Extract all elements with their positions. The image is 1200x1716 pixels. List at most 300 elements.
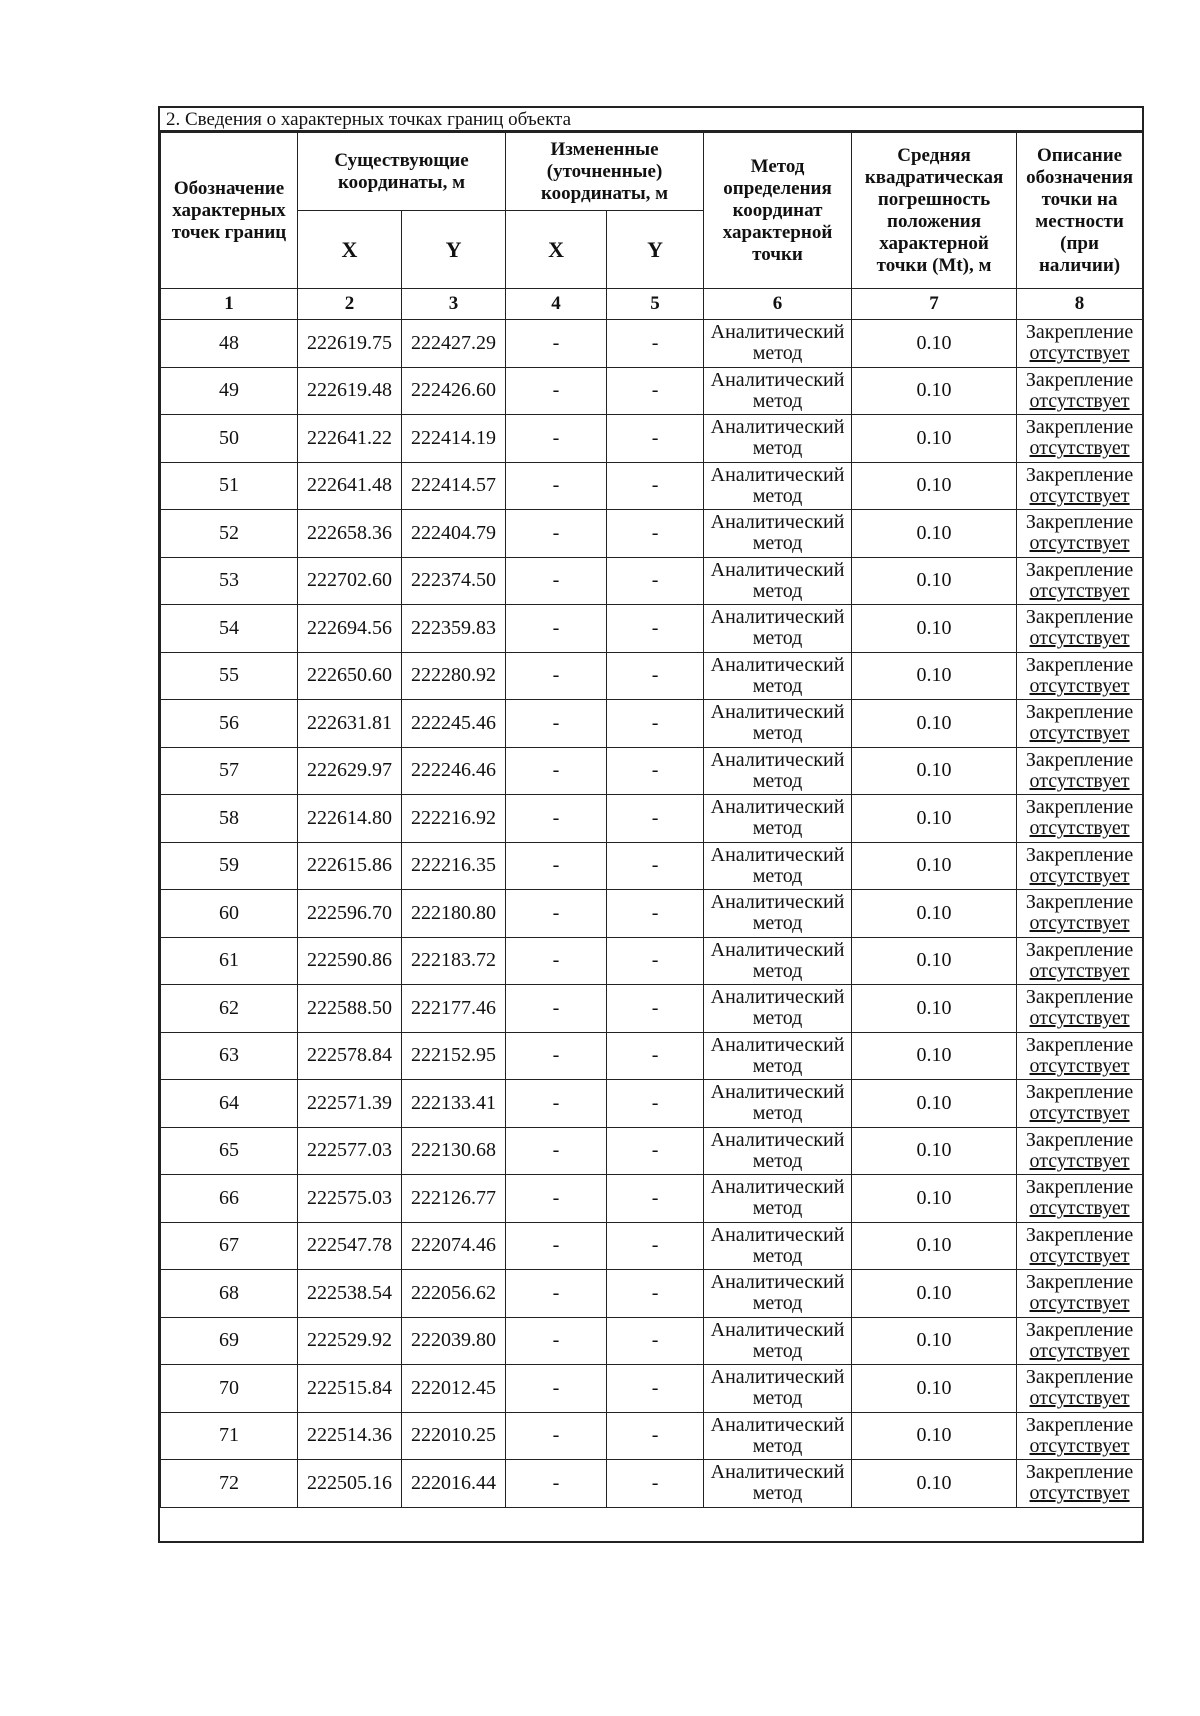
- method-cell: Аналитический метод: [704, 1460, 852, 1508]
- description-line-2: отсутствует: [1029, 1007, 1130, 1030]
- description-cell: [1017, 937, 1143, 985]
- error-cell: 0.10: [852, 557, 1017, 605]
- error-cell: 0.10: [852, 1365, 1017, 1413]
- table-row: [161, 557, 1143, 605]
- changed-x-cell: -: [506, 415, 607, 463]
- table-row: [161, 985, 1143, 1033]
- description-line-2: отсутствует: [1029, 1482, 1130, 1505]
- point-number-cell: 67: [161, 1222, 298, 1270]
- table-row: [161, 415, 1143, 463]
- point-number-cell: 49: [161, 367, 298, 415]
- point-number-cell: 65: [161, 1127, 298, 1175]
- changed-x-cell: -: [506, 510, 607, 558]
- changed-x-cell: -: [506, 652, 607, 700]
- error-cell: 0.10: [852, 937, 1017, 985]
- error-cell: 0.10: [852, 1222, 1017, 1270]
- error-cell: 0.10: [852, 1127, 1017, 1175]
- point-number-cell: 55: [161, 652, 298, 700]
- header-changed-coordinates: Измененные (уточненные) координаты, м: [506, 133, 704, 211]
- point-number-cell: 61: [161, 937, 298, 985]
- description-line-1: Закрепление: [1025, 368, 1134, 391]
- description-line-2: отсутствует: [1029, 959, 1130, 982]
- existing-y-cell: 222216.92: [402, 795, 506, 843]
- existing-x-cell: 222631.81: [298, 700, 402, 748]
- changed-y-cell: -: [607, 1175, 704, 1223]
- column-numbers-row: [161, 289, 1143, 320]
- description-cell: [1017, 1222, 1143, 1270]
- existing-x-cell: 222577.03: [298, 1127, 402, 1175]
- error-cell: 0.10: [852, 1460, 1017, 1508]
- description-line-2: отсутствует: [1029, 1339, 1130, 1362]
- existing-y-cell: 222180.80: [402, 890, 506, 938]
- changed-x-cell: -: [506, 890, 607, 938]
- point-number-cell: 53: [161, 557, 298, 605]
- description-cell: [1017, 1032, 1143, 1080]
- existing-x-cell: 222588.50: [298, 985, 402, 1033]
- description-cell: [1017, 1317, 1143, 1365]
- error-cell: 0.10: [852, 652, 1017, 700]
- method-cell: Аналитический метод: [704, 1365, 852, 1413]
- table-row: [161, 652, 1143, 700]
- existing-x-cell: 222702.60: [298, 557, 402, 605]
- existing-x-cell: 222571.39: [298, 1080, 402, 1128]
- existing-x-cell: 222505.16: [298, 1460, 402, 1508]
- description-line-1: Закрепление: [1025, 1413, 1134, 1436]
- error-cell: 0.10: [852, 1032, 1017, 1080]
- table-row: [161, 1080, 1143, 1128]
- existing-y-cell: 222010.25: [402, 1412, 506, 1460]
- existing-x-cell: 222514.36: [298, 1412, 402, 1460]
- column-number: 3: [402, 289, 506, 320]
- changed-x-cell: -: [506, 700, 607, 748]
- description-cell: [1017, 985, 1143, 1033]
- existing-y-cell: 222414.19: [402, 415, 506, 463]
- point-number-cell: 66: [161, 1175, 298, 1223]
- table-row: [161, 700, 1143, 748]
- error-cell: 0.10: [852, 510, 1017, 558]
- description-cell: [1017, 700, 1143, 748]
- description-line-2: отсутствует: [1029, 1244, 1130, 1267]
- description-cell: [1017, 415, 1143, 463]
- point-number-cell: 72: [161, 1460, 298, 1508]
- point-number-cell: 50: [161, 415, 298, 463]
- existing-x-cell: 222629.97: [298, 747, 402, 795]
- changed-x-cell: -: [506, 1460, 607, 1508]
- changed-x-cell: -: [506, 937, 607, 985]
- changed-x-cell: -: [506, 1127, 607, 1175]
- existing-x-cell: 222575.03: [298, 1175, 402, 1223]
- description-line-1: Закрепление: [1025, 558, 1134, 581]
- description-cell: [1017, 320, 1143, 368]
- changed-y-cell: -: [607, 1270, 704, 1318]
- point-number-cell: 56: [161, 700, 298, 748]
- header-existing-x: X: [298, 211, 402, 289]
- method-cell: Аналитический метод: [704, 320, 852, 368]
- table-row: [161, 747, 1143, 795]
- error-cell: 0.10: [852, 1175, 1017, 1223]
- changed-y-cell: -: [607, 1317, 704, 1365]
- existing-x-cell: 222515.84: [298, 1365, 402, 1413]
- existing-x-cell: 222650.60: [298, 652, 402, 700]
- header-description: Описание обозначения точки на местности (при наличии): [1017, 133, 1143, 289]
- table-row: [161, 937, 1143, 985]
- description-cell: [1017, 1270, 1143, 1318]
- point-number-cell: 71: [161, 1412, 298, 1460]
- changed-x-cell: -: [506, 795, 607, 843]
- existing-x-cell: 222619.48: [298, 367, 402, 415]
- existing-x-cell: 222590.86: [298, 937, 402, 985]
- method-cell: Аналитический метод: [704, 510, 852, 558]
- description-line-1: Закрепление: [1025, 796, 1134, 819]
- description-line-1: Закрепление: [1025, 606, 1134, 629]
- description-line-2: отсутствует: [1029, 342, 1130, 365]
- method-cell: Аналитический метод: [704, 842, 852, 890]
- changed-y-cell: -: [607, 1365, 704, 1413]
- method-cell: Аналитический метод: [704, 747, 852, 795]
- column-number: 7: [852, 289, 1017, 320]
- description-line-2: отсутствует: [1029, 1292, 1130, 1315]
- point-number-cell: 60: [161, 890, 298, 938]
- method-cell: Аналитический метод: [704, 415, 852, 463]
- changed-y-cell: -: [607, 557, 704, 605]
- section-title: 2. Сведения о характерных точках границ объекта: [160, 108, 1142, 132]
- changed-y-cell: -: [607, 510, 704, 558]
- existing-y-cell: 222012.45: [402, 1365, 506, 1413]
- existing-x-cell: 222658.36: [298, 510, 402, 558]
- existing-x-cell: 222694.56: [298, 605, 402, 653]
- table-row: [161, 320, 1143, 368]
- description-line-1: Закрепление: [1025, 1081, 1134, 1104]
- error-cell: 0.10: [852, 1412, 1017, 1460]
- table-row: [161, 1460, 1143, 1508]
- existing-x-cell: 222641.48: [298, 462, 402, 510]
- column-number: 8: [1017, 289, 1143, 320]
- description-line-1: Закрепление: [1025, 463, 1134, 486]
- changed-x-cell: -: [506, 605, 607, 653]
- description-cell: [1017, 367, 1143, 415]
- point-number-cell: 59: [161, 842, 298, 890]
- table-row: [161, 1222, 1143, 1270]
- description-line-1: Закрепление: [1025, 511, 1134, 534]
- description-line-1: Закрепление: [1025, 1318, 1134, 1341]
- header-changed-x: X: [506, 211, 607, 289]
- table-row: [161, 1127, 1143, 1175]
- table-row: [161, 1270, 1143, 1318]
- description-line-2: отсутствует: [1029, 864, 1130, 887]
- error-cell: 0.10: [852, 985, 1017, 1033]
- changed-x-cell: -: [506, 1317, 607, 1365]
- description-cell: [1017, 510, 1143, 558]
- description-line-2: отсутствует: [1029, 1102, 1130, 1125]
- error-cell: 0.10: [852, 367, 1017, 415]
- description-line-1: Закрепление: [1025, 321, 1134, 344]
- changed-y-cell: -: [607, 320, 704, 368]
- description-line-1: Закрепление: [1025, 416, 1134, 439]
- existing-y-cell: 222183.72: [402, 937, 506, 985]
- changed-y-cell: -: [607, 1222, 704, 1270]
- description-cell: [1017, 652, 1143, 700]
- header-existing-coordinates: Существующие координаты, м: [298, 133, 506, 211]
- method-cell: Аналитический метод: [704, 1412, 852, 1460]
- changed-y-cell: -: [607, 1460, 704, 1508]
- description-line-1: Закрепление: [1025, 1223, 1134, 1246]
- table-row: [161, 795, 1143, 843]
- existing-y-cell: 222177.46: [402, 985, 506, 1033]
- error-cell: 0.10: [852, 1080, 1017, 1128]
- existing-x-cell: 222538.54: [298, 1270, 402, 1318]
- table-row: [161, 1032, 1143, 1080]
- changed-x-cell: -: [506, 985, 607, 1033]
- existing-x-cell: 222641.22: [298, 415, 402, 463]
- header-changed-y: Y: [607, 211, 704, 289]
- method-cell: Аналитический метод: [704, 1317, 852, 1365]
- method-cell: Аналитический метод: [704, 1222, 852, 1270]
- column-number: 1: [161, 289, 298, 320]
- description-cell: [1017, 1080, 1143, 1128]
- existing-y-cell: 222016.44: [402, 1460, 506, 1508]
- description-line-1: Закрепление: [1025, 1176, 1134, 1199]
- method-cell: Аналитический метод: [704, 557, 852, 605]
- description-line-1: Закрепление: [1025, 1128, 1134, 1151]
- description-line-1: Закрепление: [1025, 938, 1134, 961]
- description-line-1: Закрепление: [1025, 1461, 1134, 1484]
- header-designation: Обозначение характерных точек границ: [161, 133, 298, 289]
- point-number-cell: 58: [161, 795, 298, 843]
- description-line-1: Закрепление: [1025, 701, 1134, 724]
- changed-x-cell: -: [506, 367, 607, 415]
- method-cell: Аналитический метод: [704, 700, 852, 748]
- column-number: 6: [704, 289, 852, 320]
- table-row: [161, 605, 1143, 653]
- description-cell: [1017, 1412, 1143, 1460]
- existing-y-cell: 222374.50: [402, 557, 506, 605]
- description-line-2: отсутствует: [1029, 674, 1130, 697]
- method-cell: Аналитический метод: [704, 1032, 852, 1080]
- existing-y-cell: 222074.46: [402, 1222, 506, 1270]
- changed-x-cell: -: [506, 1175, 607, 1223]
- changed-y-cell: -: [607, 1412, 704, 1460]
- error-cell: 0.10: [852, 747, 1017, 795]
- changed-y-cell: -: [607, 415, 704, 463]
- description-line-2: отсутствует: [1029, 1434, 1130, 1457]
- method-cell: Аналитический метод: [704, 795, 852, 843]
- point-number-cell: 69: [161, 1317, 298, 1365]
- existing-y-cell: 222359.83: [402, 605, 506, 653]
- changed-x-cell: -: [506, 1222, 607, 1270]
- changed-x-cell: -: [506, 1032, 607, 1080]
- method-cell: Аналитический метод: [704, 462, 852, 510]
- error-cell: 0.10: [852, 1270, 1017, 1318]
- table-body: [161, 289, 1143, 1508]
- header-method: Метод определения координат характерной точки: [704, 133, 852, 289]
- description-line-2: отсутствует: [1029, 769, 1130, 792]
- changed-y-cell: -: [607, 605, 704, 653]
- description-cell: [1017, 557, 1143, 605]
- description-cell: [1017, 795, 1143, 843]
- point-number-cell: 70: [161, 1365, 298, 1413]
- error-cell: 0.10: [852, 605, 1017, 653]
- description-line-2: отсутствует: [1029, 1197, 1130, 1220]
- point-number-cell: 51: [161, 462, 298, 510]
- description-line-2: отсутствует: [1029, 912, 1130, 935]
- description-line-2: отсутствует: [1029, 1387, 1130, 1410]
- description-line-2: отсутствует: [1029, 532, 1130, 555]
- existing-y-cell: 222404.79: [402, 510, 506, 558]
- changed-y-cell: -: [607, 985, 704, 1033]
- changed-y-cell: -: [607, 937, 704, 985]
- table-row: [161, 1365, 1143, 1413]
- description-line-2: отсутствует: [1029, 627, 1130, 650]
- description-line-1: Закрепление: [1025, 986, 1134, 1009]
- changed-y-cell: -: [607, 700, 704, 748]
- changed-x-cell: -: [506, 842, 607, 890]
- existing-y-cell: 222246.46: [402, 747, 506, 795]
- description-line-1: Закрепление: [1025, 1033, 1134, 1056]
- changed-y-cell: -: [607, 652, 704, 700]
- error-cell: 0.10: [852, 415, 1017, 463]
- description-line-1: Закрепление: [1025, 748, 1134, 771]
- point-number-cell: 63: [161, 1032, 298, 1080]
- description-line-2: отсутствует: [1029, 389, 1130, 412]
- existing-y-cell: 222245.46: [402, 700, 506, 748]
- changed-x-cell: -: [506, 462, 607, 510]
- point-number-cell: 62: [161, 985, 298, 1033]
- header-row-top: [161, 133, 1143, 211]
- point-number-cell: 64: [161, 1080, 298, 1128]
- column-number: 4: [506, 289, 607, 320]
- description-cell: [1017, 1175, 1143, 1223]
- existing-x-cell: 222529.92: [298, 1317, 402, 1365]
- description-line-1: Закрепление: [1025, 653, 1134, 676]
- header-existing-y: Y: [402, 211, 506, 289]
- method-cell: Аналитический метод: [704, 652, 852, 700]
- error-cell: 0.10: [852, 1317, 1017, 1365]
- point-number-cell: 48: [161, 320, 298, 368]
- description-cell: [1017, 890, 1143, 938]
- boundary-points-table: [160, 132, 1143, 1508]
- existing-x-cell: 222578.84: [298, 1032, 402, 1080]
- table-row: [161, 1412, 1143, 1460]
- method-cell: Аналитический метод: [704, 605, 852, 653]
- description-cell: [1017, 747, 1143, 795]
- point-number-cell: 52: [161, 510, 298, 558]
- method-cell: Аналитический метод: [704, 1270, 852, 1318]
- error-cell: 0.10: [852, 842, 1017, 890]
- existing-y-cell: 222280.92: [402, 652, 506, 700]
- changed-y-cell: -: [607, 1032, 704, 1080]
- existing-x-cell: 222615.86: [298, 842, 402, 890]
- method-cell: Аналитический метод: [704, 937, 852, 985]
- changed-x-cell: -: [506, 557, 607, 605]
- existing-x-cell: 222619.75: [298, 320, 402, 368]
- description-line-2: отсутствует: [1029, 817, 1130, 840]
- changed-y-cell: -: [607, 747, 704, 795]
- method-cell: Аналитический метод: [704, 985, 852, 1033]
- existing-y-cell: 222152.95: [402, 1032, 506, 1080]
- point-number-cell: 68: [161, 1270, 298, 1318]
- table-row: [161, 1175, 1143, 1223]
- description-cell: [1017, 1460, 1143, 1508]
- description-line-1: Закрепление: [1025, 1271, 1134, 1294]
- method-cell: Аналитический метод: [704, 890, 852, 938]
- method-cell: Аналитический метод: [704, 1127, 852, 1175]
- error-cell: 0.10: [852, 795, 1017, 843]
- changed-y-cell: -: [607, 1080, 704, 1128]
- existing-x-cell: 222596.70: [298, 890, 402, 938]
- description-line-2: отсутствует: [1029, 437, 1130, 460]
- description-line-1: Закрепление: [1025, 843, 1134, 866]
- existing-y-cell: 222216.35: [402, 842, 506, 890]
- point-number-cell: 54: [161, 605, 298, 653]
- changed-y-cell: -: [607, 367, 704, 415]
- existing-y-cell: 222414.57: [402, 462, 506, 510]
- method-cell: Аналитический метод: [704, 1175, 852, 1223]
- description-line-2: отсутствует: [1029, 579, 1130, 602]
- existing-x-cell: 222614.80: [298, 795, 402, 843]
- changed-x-cell: -: [506, 1412, 607, 1460]
- table-row: [161, 842, 1143, 890]
- boundary-points-sheet: [158, 106, 1144, 1543]
- changed-x-cell: -: [506, 320, 607, 368]
- table-row: [161, 462, 1143, 510]
- method-cell: Аналитический метод: [704, 1080, 852, 1128]
- description-cell: [1017, 842, 1143, 890]
- existing-y-cell: 222056.62: [402, 1270, 506, 1318]
- description-line-2: отсутствует: [1029, 1054, 1130, 1077]
- table-row: [161, 1317, 1143, 1365]
- error-cell: 0.10: [852, 462, 1017, 510]
- changed-x-cell: -: [506, 1365, 607, 1413]
- changed-y-cell: -: [607, 795, 704, 843]
- description-line-1: Закрепление: [1025, 891, 1134, 914]
- description-cell: [1017, 1365, 1143, 1413]
- existing-y-cell: 222039.80: [402, 1317, 506, 1365]
- error-cell: 0.10: [852, 890, 1017, 938]
- table-row: [161, 510, 1143, 558]
- existing-y-cell: 222426.60: [402, 367, 506, 415]
- description-cell: [1017, 1127, 1143, 1175]
- existing-y-cell: 222130.68: [402, 1127, 506, 1175]
- existing-y-cell: 222427.29: [402, 320, 506, 368]
- changed-y-cell: -: [607, 842, 704, 890]
- description-cell: [1017, 462, 1143, 510]
- error-cell: 0.10: [852, 320, 1017, 368]
- method-cell: Аналитический метод: [704, 367, 852, 415]
- changed-y-cell: -: [607, 890, 704, 938]
- existing-y-cell: 222126.77: [402, 1175, 506, 1223]
- description-line-2: отсутствует: [1029, 722, 1130, 745]
- table-row: [161, 367, 1143, 415]
- changed-y-cell: -: [607, 462, 704, 510]
- description-cell: [1017, 605, 1143, 653]
- description-line-2: отсутствует: [1029, 484, 1130, 507]
- error-cell: 0.10: [852, 700, 1017, 748]
- existing-x-cell: 222547.78: [298, 1222, 402, 1270]
- column-number: 2: [298, 289, 402, 320]
- table-row: [161, 890, 1143, 938]
- header-error: Средняя квадратическая погрешность положения характерной точки (Mt), м: [852, 133, 1017, 289]
- description-line-2: отсутствует: [1029, 1149, 1130, 1172]
- changed-y-cell: -: [607, 1127, 704, 1175]
- changed-x-cell: -: [506, 747, 607, 795]
- column-number: 5: [607, 289, 704, 320]
- table-footer-blank: [160, 1508, 1142, 1541]
- changed-x-cell: -: [506, 1270, 607, 1318]
- changed-x-cell: -: [506, 1080, 607, 1128]
- description-line-1: Закрепление: [1025, 1366, 1134, 1389]
- existing-y-cell: 222133.41: [402, 1080, 506, 1128]
- point-number-cell: 57: [161, 747, 298, 795]
